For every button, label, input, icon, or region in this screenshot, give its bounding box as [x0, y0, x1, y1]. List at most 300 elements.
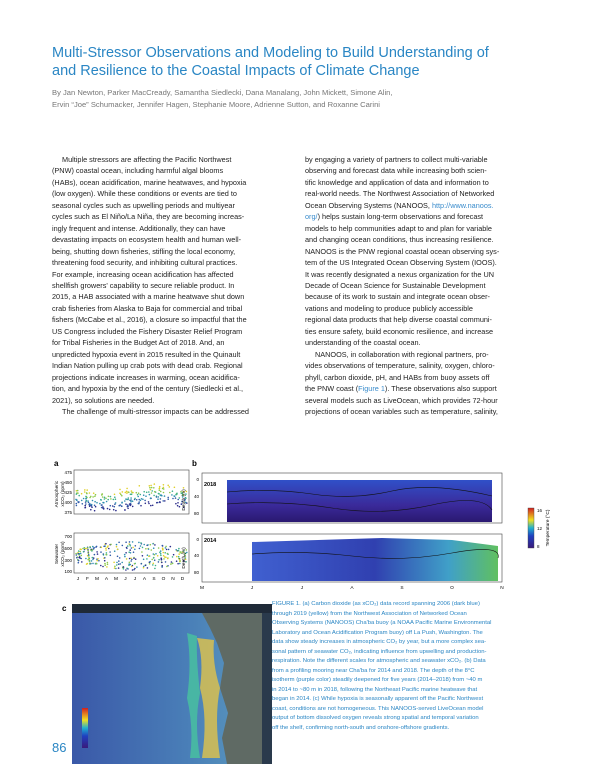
- scatter-point: [146, 558, 148, 560]
- scatter-point: [100, 551, 102, 553]
- panel-b-label: b: [192, 459, 197, 468]
- page-number: 86: [52, 740, 67, 755]
- caption-line: from a profiling mooring near Cha'ba for 2014 and 2018. The depth of the 8°C: [272, 667, 475, 674]
- scatter-point: [116, 564, 118, 566]
- scatter-point: [142, 499, 144, 501]
- body-line: understanding of the coastal ocean.: [305, 338, 421, 348]
- body-line: tem of the US Integrated Ocean Observing System (IOOS).: [305, 258, 497, 268]
- scatter-point: [101, 504, 103, 506]
- body-line: Decade of Ocean Science for Sustainable Development: [305, 280, 486, 290]
- scatter-point: [92, 496, 94, 498]
- scatter-point: [125, 503, 127, 505]
- scatter-point: [95, 506, 97, 508]
- tick-label: 425: [64, 490, 72, 495]
- scatter-point: [176, 560, 178, 562]
- scatter-point: [104, 565, 106, 567]
- scatter-point: [141, 551, 143, 553]
- title-line: and Resilience to the Coastal Impacts of Climate Change: [52, 63, 420, 79]
- month-tick-label: M: [95, 577, 99, 582]
- scatter-point: [161, 559, 163, 561]
- scatter-point: [97, 553, 99, 555]
- body-line: [305, 200, 552, 211]
- scatter-point: [107, 564, 109, 566]
- scatter-point: [132, 547, 134, 549]
- scatter-point: [109, 551, 111, 553]
- month-tick-label: O: [450, 586, 454, 591]
- scatter-point: [81, 500, 83, 502]
- scatter-point: [126, 488, 128, 490]
- scatter-point: [81, 555, 83, 557]
- scatter-point: [153, 557, 155, 559]
- scatter-point: [160, 557, 162, 559]
- caption-line: output of bottom dissolved oxygen reveals strong spatial and temporal variation: [272, 715, 479, 721]
- scatter-point: [100, 499, 102, 501]
- scatter-point: [167, 553, 169, 555]
- scatter-point: [159, 489, 161, 491]
- caption-line: Laboratory and Ocean Acidification Program buoy) off La Push, Washington. The: [272, 629, 483, 636]
- scatter-point: [156, 496, 158, 498]
- scatter-point: [127, 505, 129, 507]
- tick-label: 475: [64, 470, 72, 475]
- month-tick-label: M: [200, 586, 204, 591]
- body-line: observing and forecast data while increasing both scien-: [305, 166, 487, 176]
- scatter-point: [147, 544, 149, 546]
- scatter-point: [167, 558, 169, 560]
- scatter-point: [99, 503, 101, 505]
- body-line: and changing ocean conditions, thus increasing resilience.: [305, 235, 494, 245]
- body-line: several models such as LiveOcean, which provides 72-hour: [305, 395, 498, 405]
- figure-caption: [272, 600, 556, 733]
- scatter-point: [96, 502, 98, 504]
- scatter-point: [76, 503, 78, 505]
- scatter-point: [162, 549, 164, 551]
- scatter-point: [143, 567, 145, 569]
- axis-label: Seawater: [55, 543, 60, 565]
- scatter-point: [136, 499, 138, 501]
- scatter-point: [125, 569, 127, 571]
- scatter-point: [88, 502, 90, 504]
- body-line: unpredicted hypoxia event in 2015 resulted in the Quinault: [52, 349, 241, 359]
- scatter-point: [175, 503, 177, 505]
- scatter-point: [98, 560, 100, 562]
- scatter-point: [80, 553, 82, 555]
- scatter-point: [151, 487, 153, 489]
- scatter-point: [85, 548, 87, 550]
- scatter-point: [126, 492, 128, 494]
- body-text: ) helps sustain long-term observations and forecast: [317, 212, 484, 222]
- scatter-point: [89, 563, 91, 565]
- scatter-point: [131, 566, 133, 568]
- scatter-point: [138, 503, 140, 505]
- scatter-point: [87, 500, 89, 502]
- scatter-point: [178, 548, 180, 550]
- scatter-point: [140, 542, 142, 544]
- map-toolbar: [72, 604, 272, 613]
- scatter-point: [118, 563, 120, 565]
- scatter-point: [89, 492, 91, 494]
- scatter-point: [134, 549, 136, 551]
- scatter-point: [160, 498, 162, 500]
- scatter-point: [96, 551, 98, 553]
- scatter-point: [167, 485, 169, 487]
- caption-line: Observing Systems (NANOOS) Cha'ba buoy (a NOAA Pacific Marine Environmental: [272, 620, 492, 626]
- scatter-point: [153, 547, 155, 549]
- tick-label: 100: [64, 569, 72, 574]
- caption-line: data show steady increases in atmospheric CO₂ by year, but a more complex sea-: [272, 639, 487, 645]
- scatter-point: [107, 562, 109, 564]
- scatter-point: [85, 558, 87, 560]
- scatter-point: [149, 563, 151, 565]
- scatter-point: [93, 492, 95, 494]
- scatter-point: [157, 555, 159, 557]
- scatter-point: [152, 564, 154, 566]
- body-line: vides observations of temperature, salinity, oxygen, chloro-: [305, 361, 495, 371]
- scatter-point: [152, 505, 154, 507]
- scatter-point: [124, 509, 126, 511]
- scatter-point: [104, 560, 106, 562]
- scatter-point: [170, 563, 172, 565]
- author-line: By Jan Newton, Parker MacCready, Samantha Siedlecki, Dana Manalang, John Mickett, Simone Alin,: [52, 88, 393, 97]
- scatter-point: [175, 497, 177, 499]
- body-line: (low oxygen). While these conditions or events are tied to: [52, 189, 237, 199]
- scatter-point: [118, 567, 120, 569]
- scatter-point: [110, 498, 112, 500]
- scatter-point: [166, 566, 168, 568]
- scatter-point: [130, 557, 132, 559]
- scatter-point: [151, 549, 153, 551]
- scatter-point: [140, 494, 142, 496]
- scatter-point: [132, 506, 134, 508]
- scatter-point: [92, 549, 94, 551]
- scatter-point: [106, 501, 108, 503]
- scatter-point: [145, 548, 147, 550]
- scatter-point: [123, 566, 125, 568]
- scatter-point: [150, 544, 152, 546]
- scatter-point: [89, 560, 91, 562]
- scatter-point: [140, 545, 142, 547]
- scatter-point: [80, 549, 82, 551]
- caption-line: isotherm (purple color) steadily deepened for five years (2014–2018) from ~40 m: [272, 677, 483, 683]
- month-tick-label: J: [300, 586, 304, 591]
- scatter-point: [142, 547, 144, 549]
- scatter-point: [128, 543, 130, 545]
- author-list: [52, 87, 552, 110]
- scatter-point: [102, 496, 104, 498]
- scatter-point: [151, 492, 153, 494]
- scatter-point: [166, 549, 168, 551]
- scatter-point: [94, 554, 96, 556]
- scatter-point: [82, 548, 84, 550]
- left-column: [52, 154, 299, 417]
- month-tick-label: N: [171, 577, 175, 582]
- scatter-point: [90, 509, 92, 511]
- scatter-point: [113, 562, 115, 564]
- scatter-point: [104, 497, 106, 499]
- scatter-point: [125, 541, 127, 543]
- scatter-point: [178, 558, 180, 560]
- scatter-point: [160, 553, 162, 555]
- body-line: ingly frequent and intense. Additionally, they can have: [52, 223, 226, 233]
- figure-1-link[interactable]: Figure 1: [358, 384, 385, 394]
- scatter-point: [94, 505, 96, 507]
- scatter-point: [115, 510, 117, 512]
- scatter-point: [177, 499, 179, 501]
- scatter-point: [105, 548, 107, 550]
- scatter-point: [107, 545, 109, 547]
- scatter-point: [104, 557, 106, 559]
- month-tick-label: D: [180, 577, 185, 582]
- scatter-point: [76, 505, 78, 507]
- body-line: for Tribal Fisheries in the Budget Act of 2018. And, an: [52, 338, 225, 348]
- panel-a-label: a: [54, 459, 59, 468]
- tick-label: 450: [64, 480, 72, 485]
- scatter-point: [174, 487, 176, 489]
- scatter-point: [170, 546, 172, 548]
- scatter-point: [79, 553, 81, 555]
- scatter-point: [136, 492, 138, 494]
- scatter-point: [177, 505, 179, 507]
- scatter-point: [117, 549, 119, 551]
- scatter-point: [159, 488, 161, 490]
- scatter-point: [81, 493, 83, 495]
- scatter-point: [76, 554, 78, 556]
- scatter-point: [128, 497, 130, 499]
- scatter-point: [92, 557, 94, 559]
- body-line: [305, 383, 552, 394]
- scatter-point: [143, 559, 145, 561]
- axis-label: Atmospheric: [55, 480, 60, 508]
- scatter-point: [127, 568, 129, 570]
- scatter-point: [127, 499, 129, 501]
- month-tick-label: N: [500, 586, 504, 591]
- scatter-point: [150, 485, 152, 487]
- scatter-point: [172, 563, 174, 565]
- body-line: crab fisheries from Alaska to Baja for commercial and tribal: [52, 303, 243, 313]
- scatter-point: [163, 484, 165, 486]
- article-title: [52, 44, 552, 80]
- scatter-point: [129, 549, 131, 551]
- scatter-point: [155, 553, 157, 555]
- tick-label: 300: [64, 558, 72, 563]
- scatter-point: [168, 549, 170, 551]
- scatter-point: [154, 544, 156, 546]
- scatter-point: [148, 503, 150, 505]
- scatter-point: [135, 545, 137, 547]
- scatter-point: [122, 491, 124, 493]
- scatter-point: [153, 563, 155, 565]
- scatter-point: [131, 490, 133, 492]
- scatter-point: [120, 494, 122, 496]
- body-line: US Congress included the Fishery Disaster Relief Program: [52, 326, 243, 336]
- body-line: shellfish growers' capability to secure reliable product. In: [52, 280, 235, 290]
- scatter-point: [143, 544, 145, 546]
- scatter-point: [87, 547, 89, 549]
- scatter-point: [76, 499, 78, 501]
- scatter-point: [94, 510, 96, 512]
- tick-label: 400: [64, 500, 72, 505]
- author-line: Ervin “Joe” Schumacker, Jennifer Hagen, Stephanie Moore, Adrienne Sutton, and Roxanne Carini: [52, 99, 380, 109]
- caption-line: in 2014 to ~80 m in 2018, following the Northeast Pacific marine heatwave that: [272, 686, 478, 693]
- scatter-point: [110, 505, 112, 507]
- scatter-point: [136, 566, 138, 568]
- scatter-point: [83, 551, 85, 553]
- panel-b-2014-section: [181, 534, 504, 591]
- tick-label: 40: [193, 553, 199, 558]
- scatter-point: [172, 556, 174, 558]
- scatter-point: [138, 542, 140, 544]
- scatter-point: [131, 494, 133, 496]
- tick-label: 12: [537, 526, 543, 531]
- body-line: (PNW) coastal ocean, including harmful algal blooms: [52, 166, 224, 176]
- scatter-point: [159, 486, 161, 488]
- scatter-point: [130, 560, 132, 562]
- scatter-point: [153, 487, 155, 489]
- scatter-point: [143, 491, 145, 493]
- scatter-point: [85, 507, 87, 509]
- scatter-point: [95, 494, 97, 496]
- scatter-point: [96, 563, 98, 565]
- scatter-point: [162, 500, 164, 502]
- scatter-point: [105, 549, 107, 551]
- body-line: regional data products that help diverse coastal communi-: [305, 315, 492, 325]
- nanoos-link[interactable]: org/: [305, 212, 318, 222]
- body-line: because of its work to sustain and integrate ocean obser-: [305, 292, 490, 302]
- scatter-point: [126, 558, 128, 560]
- scatter-point: [141, 563, 143, 565]
- scatter-point: [164, 495, 166, 497]
- tick-label: 16: [537, 508, 543, 513]
- scatter-point: [119, 563, 121, 565]
- scatter-point: [127, 545, 129, 547]
- caption-line: FIGURE 1. (a) Carbon dioxide (as xCO₂) data record spanning 2006 (dark blue): [272, 601, 480, 607]
- scatter-point: [161, 562, 163, 564]
- scatter-point: [77, 492, 79, 494]
- scatter-point: [110, 496, 112, 498]
- body-line: projections of ocean variables such as temperature, salinity,: [305, 406, 498, 416]
- scatter-point: [176, 556, 178, 558]
- scatter-point: [90, 496, 92, 498]
- scatter-point: [102, 506, 104, 508]
- body-line: (HABs), ocean acidification, marine heatwaves, and hypoxia: [52, 177, 247, 187]
- scatter-point: [101, 547, 103, 549]
- month-tick-label: J: [133, 577, 137, 582]
- scatter-point: [147, 567, 149, 569]
- body-line: NANOOS, in collaboration with regional partners, pro-: [315, 349, 489, 359]
- scatter-point: [146, 492, 148, 494]
- scatter-point: [151, 490, 153, 492]
- year-label: 2018: [204, 482, 217, 488]
- body-line: NANOOS is the PNW regional coastal ocean observing sys-: [305, 246, 500, 256]
- temperature-section: [227, 480, 492, 522]
- scatter-point: [135, 558, 137, 560]
- scatter-point: [148, 501, 150, 503]
- body-line: tion, and hypoxia by the end of the century (Siedlecki et al.,: [52, 384, 244, 394]
- caption-line: off the shelf, confirming north-south and onshore-offshore gradients.: [272, 724, 450, 731]
- scatter-point: [77, 490, 79, 492]
- body-line: 2021), so solutions are needed.: [52, 395, 155, 405]
- scatter-point: [97, 558, 99, 560]
- scatter-point: [119, 504, 121, 506]
- scatter-point: [154, 483, 156, 485]
- scatter-point: [91, 505, 93, 507]
- nanoos-link[interactable]: http://www.nanoos.: [431, 200, 494, 210]
- scatter-point: [129, 562, 131, 564]
- scatter-point: [128, 492, 130, 494]
- scatter-point: [124, 556, 126, 558]
- scatter-point: [174, 495, 176, 497]
- scatter-point: [153, 553, 155, 555]
- scatter-point: [119, 557, 121, 559]
- body-line: [305, 211, 552, 222]
- body-text: ). These observations also support: [384, 384, 497, 394]
- scatter-point: [155, 565, 157, 567]
- caption-line: coast, conditions are not homogeneous. This NANOOS-served LiveOcean model: [272, 705, 484, 712]
- scatter-point: [116, 562, 118, 564]
- scatter-point: [125, 492, 127, 494]
- scatter-point: [86, 500, 88, 502]
- body-line: devastating impacts on ecosystem health and human well-: [52, 235, 242, 245]
- scatter-point: [81, 561, 83, 563]
- scatter-point: [127, 508, 129, 510]
- month-tick-label: J: [250, 586, 254, 591]
- scatter-point: [164, 556, 166, 558]
- body-line: real-world needs. The Northwest Association of Networked: [305, 189, 495, 199]
- scatter-point: [114, 550, 116, 552]
- scatter-point: [129, 558, 131, 560]
- scatter-point: [114, 506, 116, 508]
- scatter-point: [158, 561, 160, 563]
- scatter-point: [102, 566, 104, 568]
- panel-c-label: c: [62, 604, 67, 613]
- scatter-point: [129, 500, 131, 502]
- scatter-point: [144, 500, 146, 502]
- scatter-point: [78, 495, 80, 497]
- scatter-point: [114, 494, 116, 496]
- scatter-point: [145, 565, 147, 567]
- month-tick-label: J: [124, 577, 127, 582]
- scatter-point: [129, 541, 131, 543]
- tick-label: 0: [196, 477, 199, 482]
- body-line: models to help communities adapt to and plan for variable: [305, 223, 492, 233]
- body-line: threatening food security, and inhibiting cultural practices.: [52, 258, 238, 268]
- scatter-point: [76, 493, 78, 495]
- body-line: 2015, a HAB associated with a marine heatwave shut down: [52, 292, 245, 302]
- scatter-point: [141, 498, 143, 500]
- body-line: For example, increasing ocean acidification has affected: [52, 269, 234, 279]
- scatter-point: [178, 550, 180, 552]
- scatter-point: [169, 486, 171, 488]
- body-line: by engaging a variety of partners to collect multi-variable: [305, 155, 488, 164]
- scatter-point: [112, 505, 114, 507]
- scatter-point: [96, 560, 98, 562]
- scatter-point: [179, 506, 181, 508]
- scatter-point: [178, 553, 180, 555]
- scatter-point: [148, 491, 150, 493]
- month-tick-label: S: [400, 586, 404, 591]
- scatter-point: [152, 543, 154, 545]
- scatter-point: [160, 494, 162, 496]
- scatter-point: [85, 503, 87, 505]
- panel-a-seawater-plot: [54, 533, 189, 582]
- panel-b-2018-section: [181, 473, 502, 523]
- scatter-point: [163, 552, 165, 554]
- scatter-point: [83, 498, 85, 500]
- scatter-point: [92, 563, 94, 565]
- scatter-point: [164, 552, 166, 554]
- tick-label: 0: [196, 537, 199, 542]
- scatter-point: [130, 552, 132, 554]
- scatter-point: [161, 566, 163, 568]
